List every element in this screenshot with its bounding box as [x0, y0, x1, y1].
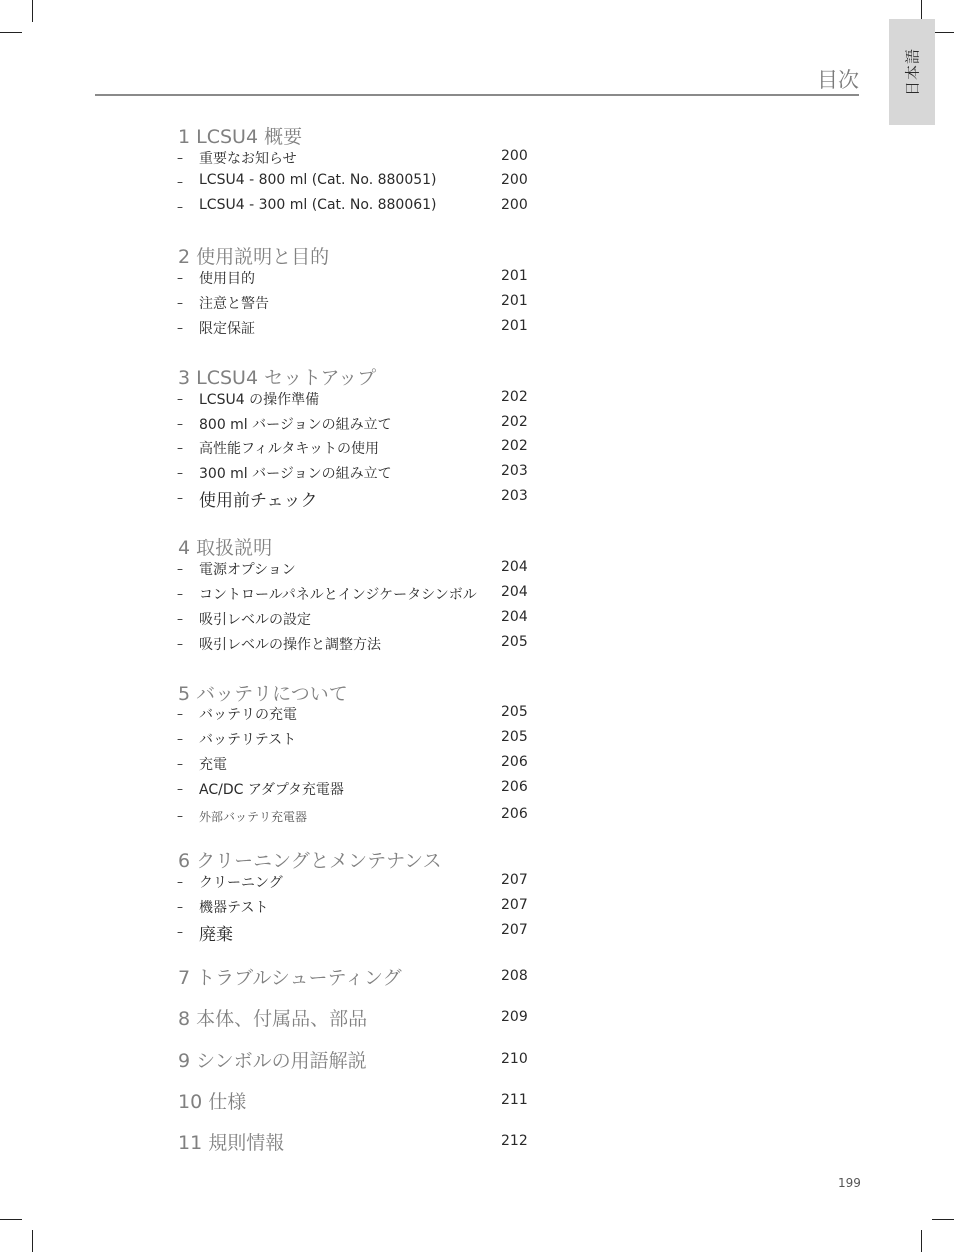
- section-page: 211: [501, 1092, 528, 1108]
- entry-page: 207: [501, 922, 528, 938]
- entry-dash: –: [177, 900, 183, 914]
- entry-label: 限定保証: [199, 321, 255, 337]
- toc-entry[interactable]: [0, 463, 954, 485]
- entry-dash: –: [177, 707, 183, 721]
- crop-mark: [32, 0, 33, 22]
- language-tab-label: 日本語: [903, 47, 922, 97]
- entry-page: 206: [501, 779, 528, 795]
- section-page: 209: [501, 1009, 528, 1025]
- entry-page: 204: [501, 584, 528, 600]
- page-number: 199: [838, 1176, 861, 1190]
- toc-entry[interactable]: [0, 389, 954, 411]
- toc-entry[interactable]: [0, 806, 954, 828]
- entry-dash: –: [177, 296, 183, 310]
- entry-dash: –: [177, 732, 183, 746]
- entry-page: 205: [501, 729, 528, 745]
- entry-page: 201: [501, 318, 528, 334]
- entry-page: 202: [501, 438, 528, 454]
- section-page: 212: [501, 1133, 528, 1149]
- entry-dash: –: [177, 271, 183, 285]
- entry-dash: –: [177, 562, 183, 576]
- entry-page: 200: [501, 197, 528, 213]
- entry-label: 機器テスト: [199, 900, 269, 916]
- entry-page: 203: [501, 463, 528, 479]
- entry-label: 300 ml バージョンの組み立て: [199, 466, 392, 482]
- toc-entry[interactable]: [0, 414, 954, 436]
- entry-label: LCSU4 - 800 ml (Cat. No. 880051): [199, 172, 437, 188]
- entry-dash: –: [177, 637, 183, 651]
- entry-label: AC/DC アダプタ充電器: [199, 782, 344, 798]
- toc-entry[interactable]: [0, 729, 954, 751]
- entry-page: 207: [501, 872, 528, 888]
- entry-dash: –: [177, 782, 183, 796]
- entry-dash: –: [177, 392, 183, 406]
- page-title: 目次: [817, 68, 859, 92]
- entry-dash: –: [177, 417, 183, 431]
- entry-page: 206: [501, 754, 528, 770]
- entry-page: 204: [501, 559, 528, 575]
- section-page: 208: [501, 968, 528, 984]
- entry-label: 使用目的: [199, 271, 255, 287]
- entry-dash: –: [177, 200, 183, 214]
- section-page: 210: [501, 1051, 528, 1067]
- toc-entry[interactable]: [0, 922, 954, 944]
- toc-entry[interactable]: [0, 754, 954, 776]
- crop-mark: [0, 32, 22, 33]
- entry-dash: –: [177, 757, 183, 771]
- language-tab: [889, 19, 935, 125]
- section-heading[interactable]: 2 使用説明と目的: [178, 246, 330, 268]
- entry-dash: –: [177, 809, 183, 823]
- entry-dash: –: [177, 151, 183, 165]
- entry-page: 203: [501, 488, 528, 504]
- entry-label: 吸引レベルの設定: [199, 612, 311, 628]
- entry-label: 外部バッテリ充電器: [199, 810, 308, 824]
- entry-page: 205: [501, 634, 528, 650]
- entry-label: コントロールパネルとインジケータシンボル: [199, 587, 477, 603]
- entry-dash: –: [177, 441, 183, 455]
- toc-entry[interactable]: [0, 704, 954, 726]
- entry-page: 200: [501, 172, 528, 188]
- entry-page: 207: [501, 897, 528, 913]
- crop-mark: [0, 1219, 22, 1220]
- toc-entry[interactable]: [0, 148, 954, 170]
- entry-page: 200: [501, 148, 528, 164]
- entry-label: バッテリの充電: [199, 707, 297, 723]
- entry-label: 廃棄: [199, 925, 233, 945]
- entry-dash: –: [177, 466, 183, 480]
- section-heading[interactable]: 11 規則情報: [178, 1132, 285, 1154]
- toc-entry[interactable]: [0, 872, 954, 894]
- crop-mark: [932, 1219, 954, 1220]
- entry-dash: –: [177, 587, 183, 601]
- entry-page: 201: [501, 293, 528, 309]
- section-heading[interactable]: 6 クリーニングとメンテナンス: [178, 850, 442, 872]
- entry-dash: –: [177, 612, 183, 626]
- entry-label: 使用前チェック: [199, 491, 318, 511]
- entry-label: 重要なお知らせ: [199, 151, 297, 167]
- toc-entry[interactable]: [0, 172, 954, 194]
- entry-page: 202: [501, 414, 528, 430]
- toc-entry[interactable]: [0, 488, 954, 510]
- entry-dash: –: [177, 875, 183, 889]
- toc-entry[interactable]: [0, 268, 954, 290]
- entry-label: バッテリテスト: [199, 732, 297, 748]
- entry-dash: –: [177, 925, 183, 939]
- entry-dash: –: [177, 321, 183, 335]
- entry-label: LCSU4 - 300 ml (Cat. No. 880061): [199, 197, 437, 213]
- title-divider: [95, 94, 859, 96]
- section-heading[interactable]: 4 取扱説明: [178, 537, 273, 559]
- crop-mark: [921, 1230, 922, 1252]
- entry-label: 充電: [199, 757, 227, 773]
- toc-entry[interactable]: [0, 438, 954, 460]
- toc-entry[interactable]: [0, 318, 954, 340]
- entry-page: 205: [501, 704, 528, 720]
- entry-label: 800 ml バージョンの組み立て: [199, 417, 392, 433]
- section-heading[interactable]: 9 シンボルの用語解説: [178, 1050, 367, 1072]
- section-heading[interactable]: 3 LCSU4 セットアップ: [178, 367, 377, 389]
- toc-entry[interactable]: [0, 609, 954, 631]
- entry-dash: –: [177, 175, 183, 189]
- toc-entry[interactable]: [0, 559, 954, 581]
- entry-page: 204: [501, 609, 528, 625]
- entry-label: 注意と警告: [199, 296, 269, 312]
- entry-label: クリーニング: [199, 875, 283, 891]
- entry-page: 201: [501, 268, 528, 284]
- section-heading[interactable]: 1 LCSU4 概要: [178, 126, 303, 148]
- section-heading[interactable]: 7 トラブルシューティング: [178, 967, 402, 989]
- entry-label: 吸引レベルの操作と調整方法: [199, 637, 381, 653]
- crop-mark: [32, 1230, 33, 1252]
- entry-page: 206: [501, 806, 528, 822]
- section-heading[interactable]: 5 バッテリについて: [178, 683, 348, 705]
- entry-label: 電源オプション: [199, 562, 296, 578]
- entry-page: 202: [501, 389, 528, 405]
- section-heading[interactable]: 10 仕様: [178, 1091, 247, 1113]
- toc-entry[interactable]: [0, 584, 954, 606]
- toc-entry[interactable]: [0, 293, 954, 315]
- toc-entry[interactable]: [0, 634, 954, 656]
- section-heading[interactable]: 8 本体、付属品、部品: [178, 1008, 368, 1030]
- toc-entry[interactable]: [0, 197, 954, 219]
- crop-mark: [932, 32, 954, 33]
- entry-dash: –: [177, 491, 183, 505]
- entry-label: 高性能フィルタキットの使用: [199, 441, 380, 457]
- toc-entry[interactable]: [0, 779, 954, 801]
- toc-entry[interactable]: [0, 897, 954, 919]
- entry-label: LCSU4 の操作準備: [199, 392, 320, 408]
